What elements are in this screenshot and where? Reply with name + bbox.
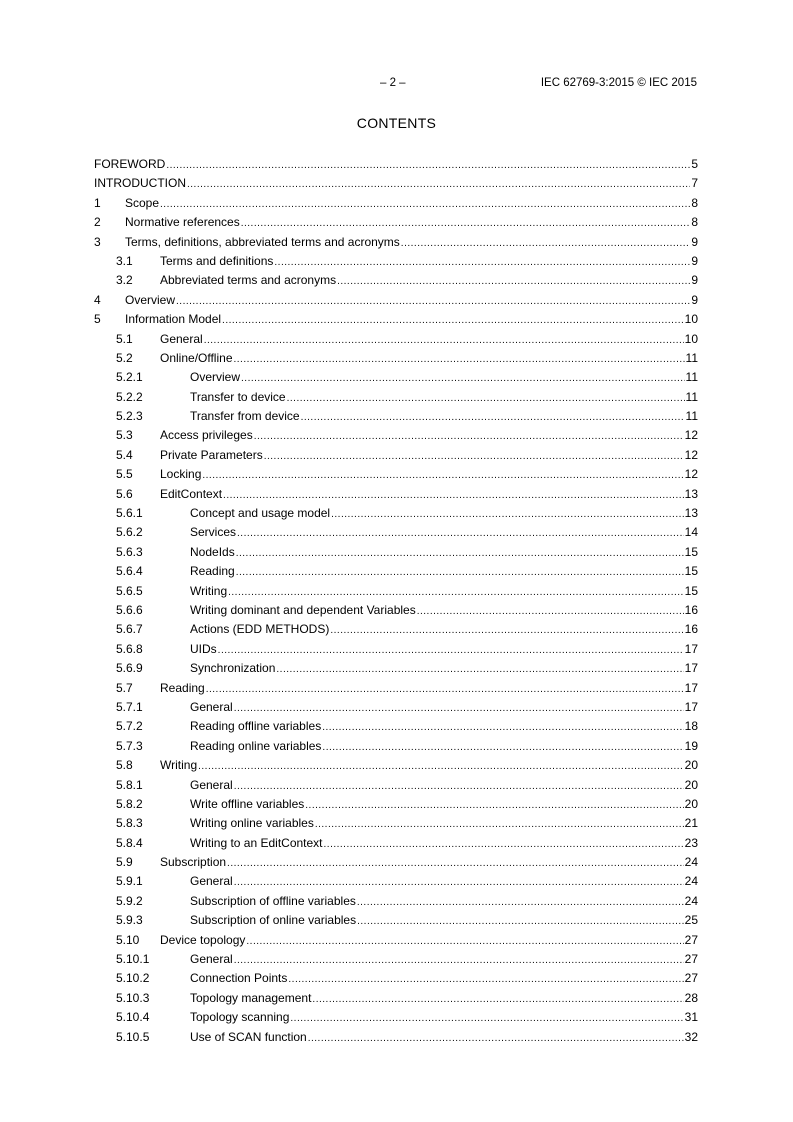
toc-entry[interactable]: [94, 545, 698, 564]
toc-entry[interactable]: [94, 235, 698, 254]
toc-dot-leader: [308, 1033, 684, 1044]
toc-entry-title: Topology scanning: [190, 1010, 290, 1025]
toc-entry[interactable]: [94, 971, 698, 990]
toc-entry-page: 20: [684, 758, 698, 773]
toc-dot-leader: [223, 490, 684, 501]
toc-entry-title: Scope: [125, 195, 160, 210]
toc-entry-title: Writing: [160, 758, 198, 773]
toc-entry[interactable]: [94, 603, 698, 622]
toc-entry-number: 3.1: [116, 253, 133, 268]
toc-entry[interactable]: [94, 409, 698, 428]
toc-dot-leader: [288, 974, 683, 985]
toc-dot-leader: [315, 819, 684, 830]
toc-dot-leader: [254, 431, 684, 442]
toc-dot-leader: [322, 742, 683, 753]
toc-entry[interactable]: [94, 157, 698, 176]
toc-entry[interactable]: [94, 332, 698, 351]
toc-entry-number: 5.6.8: [116, 641, 143, 656]
toc-entry-number: 5: [94, 312, 101, 327]
toc-entry-title: Synchronization: [190, 661, 276, 676]
toc-entry-number: 5.6.3: [116, 544, 143, 559]
toc-entry-page: 5: [691, 157, 698, 171]
toc-entry-title: Device topology: [160, 932, 246, 947]
toc-entry[interactable]: [94, 933, 698, 952]
toc-entry[interactable]: [94, 816, 698, 835]
toc-entry-title: Writing to an EditContext: [190, 835, 323, 850]
toc-entry-number: 5.6.1: [116, 506, 143, 521]
toc-entry[interactable]: [94, 913, 698, 932]
toc-entry-page: 10: [684, 312, 698, 327]
toc-dot-leader: [234, 955, 684, 966]
toc-entry-number: 5.6.4: [116, 564, 143, 579]
toc-entry-title: Write offline variables: [190, 796, 305, 811]
toc-entry-title: Writing online variables: [190, 816, 314, 831]
toc-entry-number: 5.6.2: [116, 525, 143, 540]
toc-entry-number: 5.5: [116, 467, 133, 482]
toc-entry-page: 11: [685, 370, 698, 385]
toc-dot-leader: [237, 528, 684, 539]
toc-entry-number: 5.7.3: [116, 738, 143, 753]
toc-entry-title: Online/Offline: [160, 350, 233, 365]
toc-entry[interactable]: [94, 254, 698, 273]
toc-entry-title: Access privileges: [160, 428, 253, 443]
toc-entry-title: Subscription: [160, 855, 227, 870]
toc-entry-title: Reading: [160, 680, 205, 695]
toc-entry-title: EditContext: [160, 486, 223, 501]
toc-entry[interactable]: [94, 370, 698, 389]
toc-entry[interactable]: [94, 797, 698, 816]
toc-entry-page: 11: [685, 409, 698, 424]
toc-entry-number: 5.9.2: [116, 893, 143, 908]
toc-entry[interactable]: [94, 855, 698, 874]
toc-entry[interactable]: [94, 525, 698, 544]
toc-entry[interactable]: [94, 428, 698, 447]
toc-entry-number: 5.10: [116, 932, 140, 947]
toc-entry-title: UIDs: [190, 641, 217, 656]
toc-entry[interactable]: [94, 293, 698, 312]
toc-entry-page: 19: [684, 738, 698, 753]
toc-entry-title: General: [190, 952, 233, 967]
toc-entry-title: Overview: [125, 292, 176, 307]
toc-entry-page: 27: [684, 932, 698, 947]
toc-entry-number: 5.10.4: [116, 1010, 150, 1025]
toc-entry-number: 5.1: [116, 331, 133, 346]
toc-dot-leader: [234, 781, 684, 792]
toc-entry-page: 10: [684, 331, 698, 346]
toc-entry-page: 7: [691, 176, 698, 191]
toc-entry-title: General: [190, 874, 233, 889]
toc-entry-page: 17: [684, 699, 698, 714]
toc-dot-leader: [166, 160, 690, 171]
toc-entry-page: 8: [691, 195, 698, 210]
toc-entry-page: 12: [684, 467, 698, 482]
toc-entry-page: 9: [691, 234, 698, 249]
toc-entry-page: 18: [684, 719, 698, 734]
toc-entry-page: 8: [691, 215, 698, 230]
toc-entry-number: 1: [94, 195, 101, 210]
toc-entry-number: 5.9.1: [116, 874, 143, 889]
toc-entry[interactable]: [94, 351, 698, 370]
toc-entry[interactable]: [94, 467, 698, 486]
toc-entry-page: 15: [684, 583, 698, 598]
toc-entry-page: 31: [684, 1010, 698, 1025]
toc-entry[interactable]: [94, 584, 698, 603]
toc-dot-leader: [276, 664, 683, 675]
toc-entry-title: Writing: [190, 583, 228, 598]
toc-entry-page: 11: [685, 350, 698, 365]
toc-dot-leader: [236, 567, 684, 578]
toc-entry-number: 5.10.2: [116, 971, 150, 986]
toc-dot-leader: [312, 994, 683, 1005]
toc-entry-number: 5.8.2: [116, 796, 143, 811]
toc-entry-number: 5.8.4: [116, 835, 143, 850]
toc-entry-title: Actions (EDD METHODS): [190, 622, 330, 637]
toc-entry-page: 13: [684, 486, 698, 501]
toc-dot-leader: [222, 315, 684, 326]
toc-entry[interactable]: [94, 273, 698, 292]
toc-entry[interactable]: [94, 1010, 698, 1029]
toc-entry[interactable]: [94, 1030, 698, 1049]
toc-dot-leader: [337, 276, 690, 287]
toc-entry[interactable]: [94, 506, 698, 525]
toc-entry-title: Concept and usage model: [190, 506, 331, 521]
toc-entry-number: 2: [94, 215, 101, 230]
toc-entry-page: 15: [684, 564, 698, 579]
toc-entry-title: Reading: [190, 564, 235, 579]
toc-entry-title: Transfer to device: [190, 389, 286, 404]
page-number: – 2 –: [380, 77, 406, 89]
toc-entry-number: 5.10.1: [116, 952, 150, 967]
toc-dot-leader: [218, 645, 684, 656]
toc-entry[interactable]: [94, 448, 698, 467]
toc-entry-title: General: [160, 331, 203, 346]
toc-entry[interactable]: [94, 778, 698, 797]
toc-entry-title: Reading online variables: [190, 738, 322, 753]
toc-dot-leader: [228, 587, 684, 598]
toc-entry-page: 24: [684, 855, 698, 870]
toc-dot-leader: [290, 1013, 683, 1024]
table-of-contents: [94, 157, 698, 1049]
toc-entry-number: 5.2: [116, 350, 133, 365]
toc-entry-number: 5.2.1: [116, 370, 143, 385]
toc-entry-page: 28: [684, 990, 698, 1005]
toc-entry-number: 5.7.1: [116, 699, 143, 714]
toc-entry[interactable]: [94, 487, 698, 506]
toc-entry-page: 14: [684, 525, 698, 540]
toc-entry-page: 12: [684, 428, 698, 443]
toc-entry-title: INTRODUCTION: [94, 176, 186, 191]
toc-entry[interactable]: [94, 836, 698, 855]
toc-entry-number: 5.6: [116, 486, 133, 501]
toc-entry-number: 5.4: [116, 447, 133, 462]
toc-entry-page: 17: [684, 661, 698, 676]
toc-entry[interactable]: [94, 758, 698, 777]
toc-entry-title: Private Parameters: [160, 447, 263, 462]
toc-entry-page: 9: [691, 253, 698, 268]
toc-entry[interactable]: [94, 642, 698, 661]
toc-entry-title: Locking: [160, 467, 202, 482]
toc-entry-title: Use of SCAN function: [190, 1029, 307, 1044]
toc-dot-leader: [264, 451, 684, 462]
toc-entry-title: Connection Points: [190, 971, 288, 986]
toc-entry[interactable]: [94, 681, 698, 700]
toc-dot-leader: [202, 470, 683, 481]
toc-dot-leader: [198, 761, 684, 772]
toc-dot-leader: [287, 393, 685, 404]
toc-entry-title: Topology management: [190, 990, 312, 1005]
toc-entry[interactable]: [94, 719, 698, 738]
toc-entry-title: Subscription of offline variables: [190, 893, 356, 908]
toc-entry[interactable]: [94, 894, 698, 913]
toc-entry-number: 5.7.2: [116, 719, 143, 734]
toc-entry-title: Subscription of online variables: [190, 913, 357, 928]
toc-entry-title: Overview: [190, 370, 241, 385]
toc-entry-page: 9: [691, 273, 698, 288]
toc-entry-number: 5.2.2: [116, 389, 143, 404]
toc-entry[interactable]: [94, 176, 698, 195]
toc-entry-number: 5.8.3: [116, 816, 143, 831]
toc-dot-leader: [305, 800, 683, 811]
toc-dot-leader: [160, 199, 690, 210]
toc-entry-title: Information Model: [125, 312, 222, 327]
toc-entry[interactable]: [94, 874, 698, 893]
toc-entry[interactable]: [94, 661, 698, 680]
toc-entry-page: 13: [684, 506, 698, 521]
toc-entry-page: 23: [684, 835, 698, 850]
toc-entry-number: 5.8.1: [116, 777, 143, 792]
toc-dot-leader: [234, 703, 684, 714]
toc-entry-number: 5.9: [116, 855, 133, 870]
toc-entry-number: 3.2: [116, 273, 133, 288]
toc-dot-leader: [357, 897, 684, 908]
toc-entry-title: Writing dominant and dependent Variables: [190, 602, 416, 617]
toc-entry-number: 5.3: [116, 428, 133, 443]
toc-entry[interactable]: [94, 196, 698, 215]
toc-dot-leader: [236, 548, 684, 559]
toc-entry[interactable]: [94, 312, 698, 331]
toc-dot-leader: [301, 412, 685, 423]
toc-entry-page: 16: [684, 622, 698, 637]
toc-entry-number: 5.6.7: [116, 622, 143, 637]
toc-entry-title: Normative references: [125, 215, 240, 230]
toc-entry-page: 20: [684, 796, 698, 811]
toc-dot-leader: [234, 877, 684, 888]
toc-entry[interactable]: [94, 952, 698, 971]
toc-entry-page: 15: [684, 544, 698, 559]
toc-entry-number: 5.6.6: [116, 602, 143, 617]
toc-entry-page: 21: [684, 816, 698, 831]
toc-dot-leader: [330, 625, 683, 636]
toc-entry-page: 24: [684, 874, 698, 889]
toc-entry-number: 5.9.3: [116, 913, 143, 928]
toc-dot-leader: [401, 238, 691, 249]
toc-dot-leader: [331, 509, 684, 520]
toc-dot-leader: [322, 722, 683, 733]
toc-entry-page: 17: [684, 680, 698, 695]
toc-entry-number: 5.10.3: [116, 990, 150, 1005]
toc-dot-leader: [246, 936, 683, 947]
toc-entry-number: 5.8: [116, 758, 133, 773]
toc-entry-page: 24: [684, 893, 698, 908]
toc-entry-page: 32: [684, 1029, 698, 1044]
toc-entry-number: 5.10.5: [116, 1029, 150, 1044]
toc-dot-leader: [324, 839, 684, 850]
toc-entry-title: General: [190, 699, 233, 714]
toc-entry-page: 27: [684, 952, 698, 967]
toc-entry-title: Reading offline variables: [190, 719, 322, 734]
toc-entry-title: General: [190, 777, 233, 792]
toc-dot-leader: [176, 296, 690, 307]
toc-entry[interactable]: [94, 390, 698, 409]
toc-entry-number: 5.7: [116, 680, 133, 695]
toc-dot-leader: [234, 354, 685, 365]
toc-entry[interactable]: [94, 215, 698, 234]
toc-entry-page: 27: [684, 971, 698, 986]
toc-dot-leader: [274, 257, 690, 268]
toc-dot-leader: [227, 858, 684, 869]
toc-entry-page: 25: [684, 913, 698, 928]
toc-entry-title: Terms, definitions, abbreviated terms and acronyms: [125, 234, 400, 249]
toc-entry-number: 3: [94, 234, 101, 249]
toc-entry-number: 4: [94, 292, 101, 307]
toc-entry-title: Terms and definitions: [160, 253, 274, 268]
toc-entry-page: 12: [684, 447, 698, 462]
toc-entry[interactable]: [94, 700, 698, 719]
toc-entry-number: 5.6.9: [116, 661, 143, 676]
toc-entry-page: 11: [685, 389, 698, 404]
toc-entry[interactable]: [94, 991, 698, 1010]
toc-entry-title: Transfer from device: [190, 409, 300, 424]
toc-entry-number: 5.6.5: [116, 583, 143, 598]
toc-entry-page: 16: [684, 602, 698, 617]
toc-dot-leader: [357, 916, 684, 927]
toc-entry-page: 17: [684, 641, 698, 656]
toc-dot-leader: [241, 218, 691, 229]
toc-entry-title: Services: [190, 525, 237, 540]
toc-dot-leader: [417, 606, 684, 617]
toc-entry-title: Abbreviated terms and acronyms: [160, 273, 337, 288]
page-title: CONTENTS: [356, 115, 437, 131]
toc-entry[interactable]: [94, 739, 698, 758]
toc-entry-title: NodeIds: [190, 544, 235, 559]
toc-dot-leader: [204, 335, 684, 346]
toc-entry-page: 9: [691, 292, 698, 307]
toc-dot-leader: [206, 684, 684, 695]
toc-entry-number: 5.2.3: [116, 409, 143, 424]
standard-reference: IEC 62769-3:2015 © IEC 2015: [540, 77, 697, 89]
toc-dot-leader: [187, 179, 690, 190]
toc-entry-title: FOREWORD: [94, 157, 166, 171]
toc-entry[interactable]: [94, 564, 698, 583]
toc-dot-leader: [241, 373, 685, 384]
toc-entry-page: 20: [684, 777, 698, 792]
toc-entry[interactable]: [94, 622, 698, 641]
